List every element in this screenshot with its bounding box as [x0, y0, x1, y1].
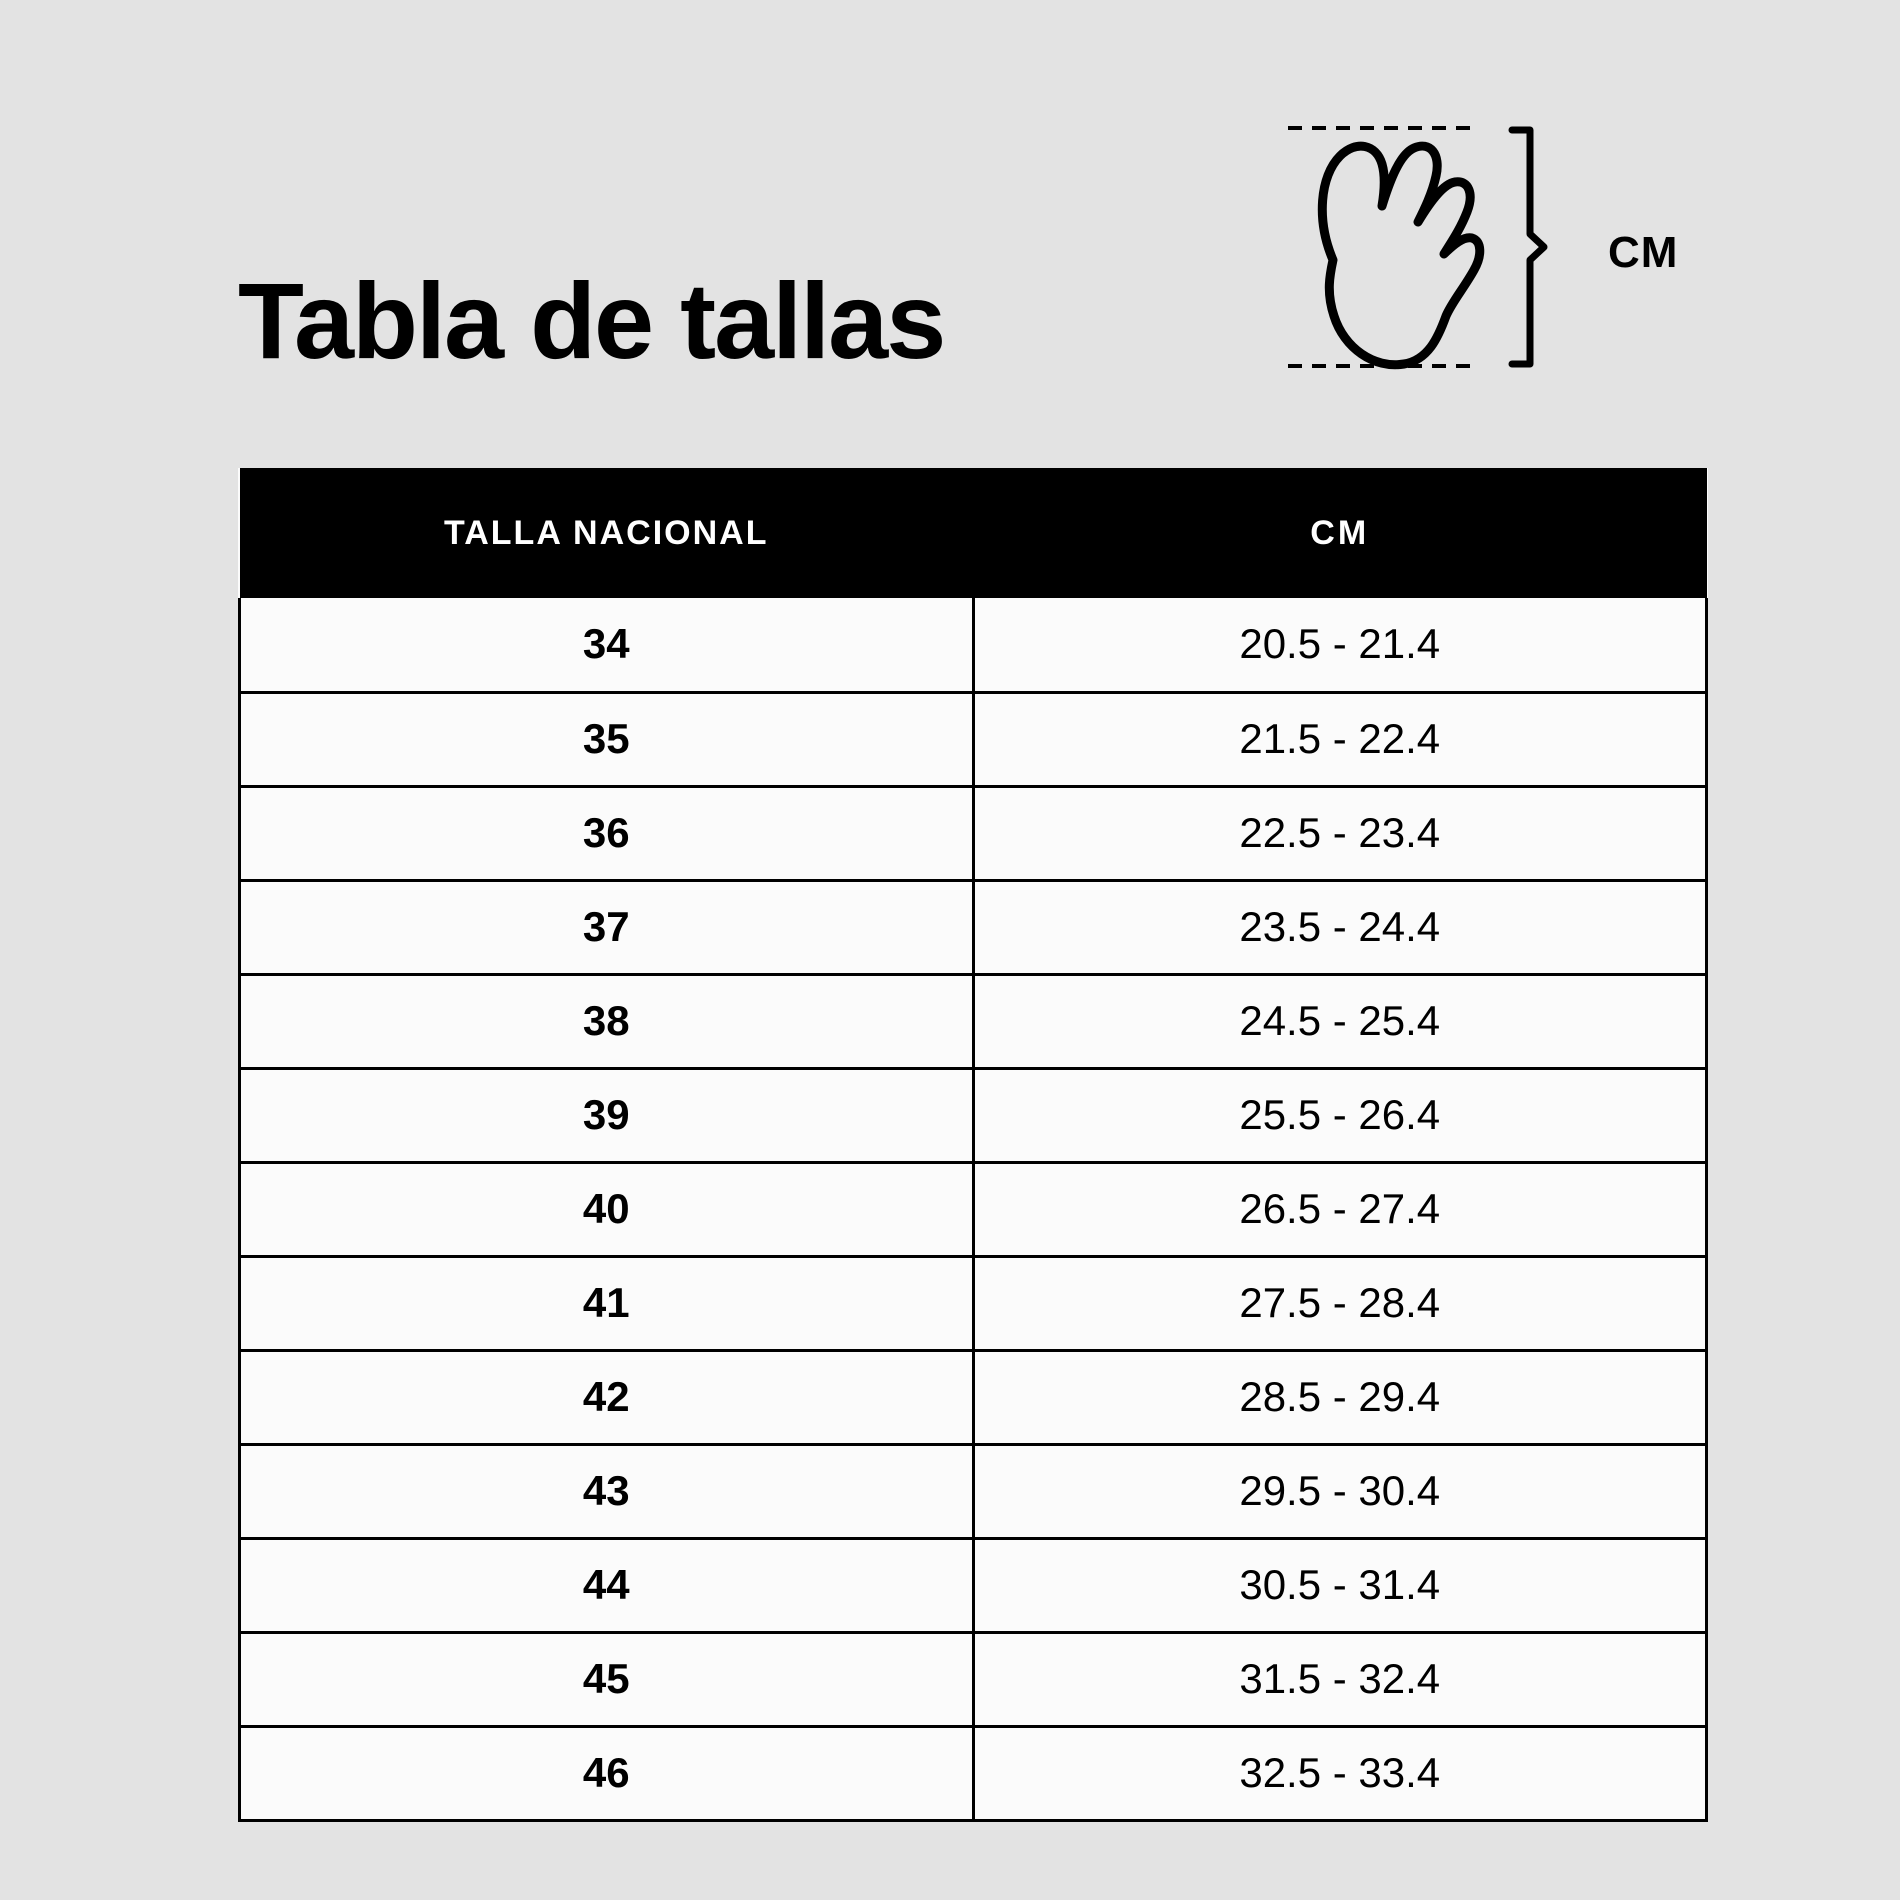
table-row	[240, 1444, 1707, 1538]
table-row	[240, 1162, 1707, 1256]
cell-talla: 42	[240, 1350, 974, 1444]
table-row	[240, 880, 1707, 974]
cell-cm: 32.5 - 33.4	[973, 1726, 1707, 1820]
cell-talla: 34	[240, 598, 974, 692]
size-table-container	[238, 468, 1708, 1822]
cell-cm: 22.5 - 23.4	[973, 786, 1707, 880]
table-row	[240, 1350, 1707, 1444]
cell-cm: 26.5 - 27.4	[973, 1162, 1707, 1256]
table-row	[240, 1256, 1707, 1350]
cell-talla: 40	[240, 1162, 974, 1256]
page-header	[238, 190, 1678, 450]
cell-talla: 45	[240, 1632, 974, 1726]
cell-talla: 43	[240, 1444, 974, 1538]
cm-bracket-label: CM	[1608, 228, 1679, 277]
table-row	[240, 598, 1707, 692]
foot-measure-diagram	[1278, 110, 1698, 440]
cell-talla: 46	[240, 1726, 974, 1820]
table-row	[240, 1726, 1707, 1820]
page-title: Tabla de tallas	[238, 260, 945, 382]
table-row	[240, 692, 1707, 786]
table-body	[240, 598, 1707, 1820]
cell-talla: 39	[240, 1068, 974, 1162]
cell-cm: 20.5 - 21.4	[973, 598, 1707, 692]
cell-cm: 25.5 - 26.4	[973, 1068, 1707, 1162]
cell-cm: 28.5 - 29.4	[973, 1350, 1707, 1444]
cell-cm: 21.5 - 22.4	[973, 692, 1707, 786]
cell-cm: 29.5 - 30.4	[973, 1444, 1707, 1538]
table-row	[240, 1068, 1707, 1162]
cell-talla: 38	[240, 974, 974, 1068]
cell-cm: 30.5 - 31.4	[973, 1538, 1707, 1632]
table-row	[240, 786, 1707, 880]
table-head	[240, 468, 1707, 598]
column-header-talla-nacional: TALLA NACIONAL	[240, 468, 974, 598]
cell-talla: 35	[240, 692, 974, 786]
cell-talla: 36	[240, 786, 974, 880]
table-row	[240, 1538, 1707, 1632]
table-header-row	[240, 468, 1707, 598]
cell-cm: 31.5 - 32.4	[973, 1632, 1707, 1726]
cell-cm: 27.5 - 28.4	[973, 1256, 1707, 1350]
table-row	[240, 974, 1707, 1068]
cell-cm: 23.5 - 24.4	[973, 880, 1707, 974]
size-table	[238, 468, 1708, 1822]
cell-cm: 24.5 - 25.4	[973, 974, 1707, 1068]
table-row	[240, 1632, 1707, 1726]
cell-talla: 37	[240, 880, 974, 974]
column-header-cm: CM	[973, 468, 1707, 598]
cell-talla: 41	[240, 1256, 974, 1350]
cell-talla: 44	[240, 1538, 974, 1632]
